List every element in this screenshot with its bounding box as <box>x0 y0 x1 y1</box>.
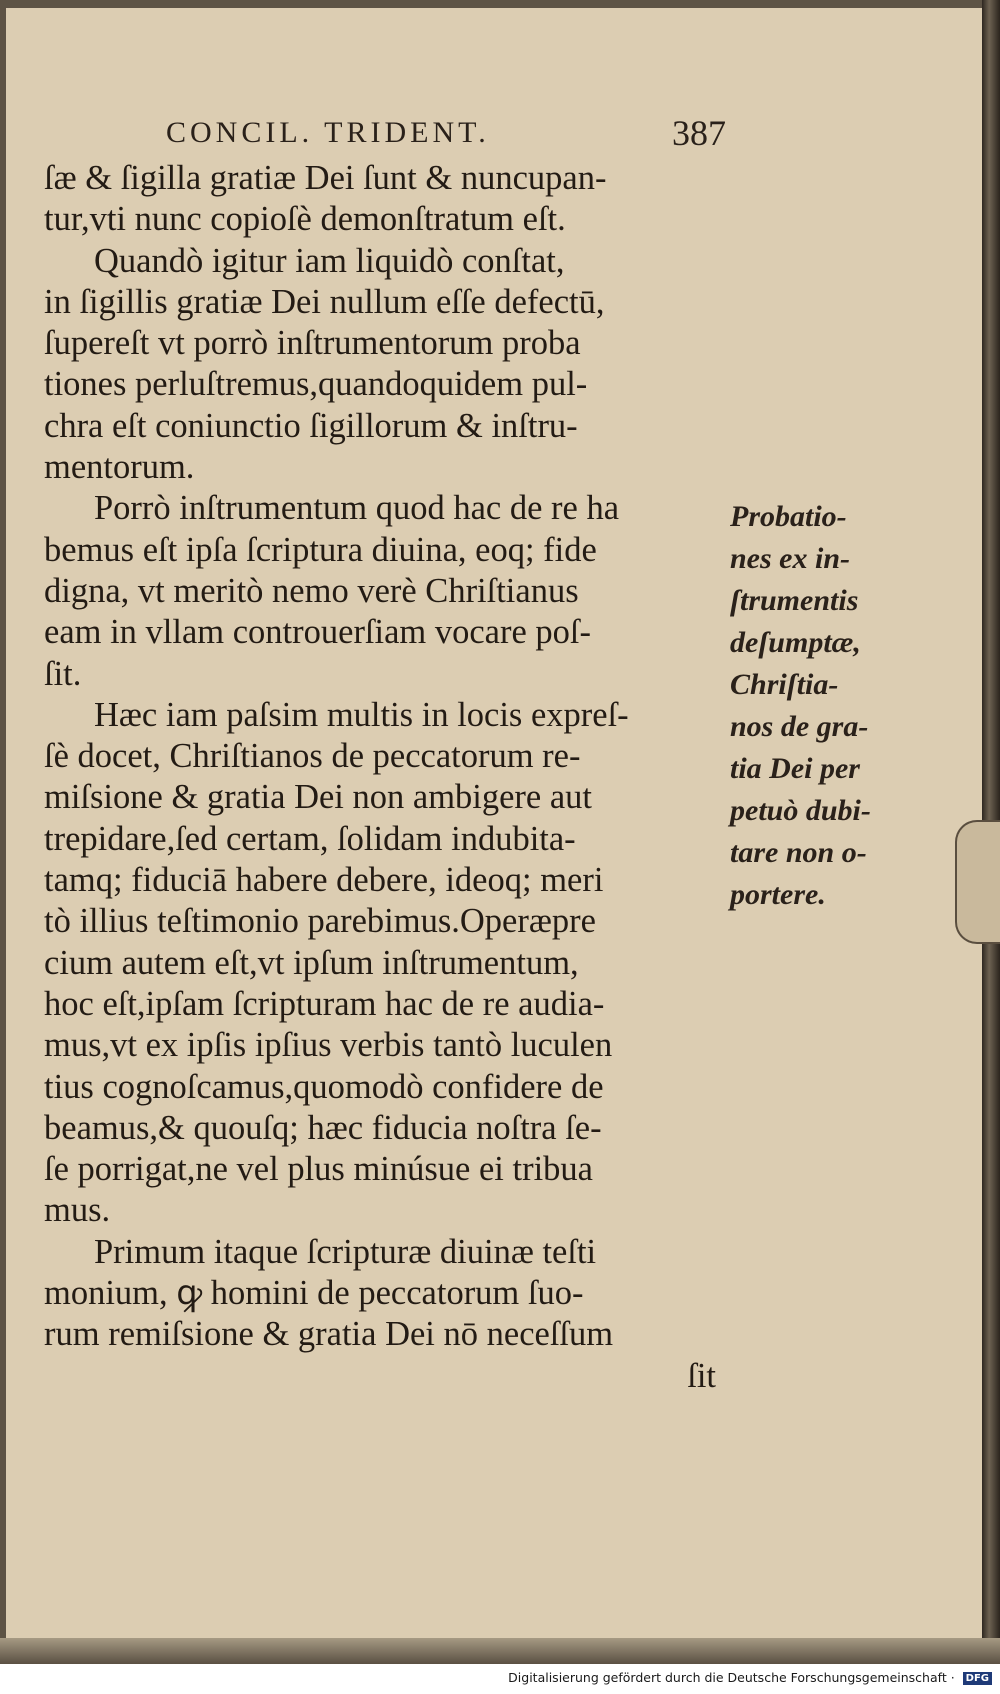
text-line: in ſigillis gratiæ Dei nullum eſſe defectū, <box>44 282 605 321</box>
text-line: monium, ꝙ homini de peccatorum ſuo- <box>44 1274 584 1313</box>
text-line: ſe porrigat,ne vel plus minúsue ei tribua <box>44 1150 593 1189</box>
marginal-line: deſumptæ, <box>730 626 861 659</box>
text-line: trepidare,ſed certam, ſolidam indubita- <box>44 819 576 858</box>
text-line: rum remiſsione & gratia Dei nō neceſſum <box>44 1315 614 1354</box>
dfg-logo: DFG <box>963 1672 992 1685</box>
text-line: Primum itaque ſcripturæ diuinæ teſti <box>94 1232 597 1271</box>
page-bottom-edge <box>0 1638 1000 1664</box>
text-line: Porrò inſtrumentum quod hac de re ha <box>94 489 620 528</box>
marginal-line: Probatio- <box>730 500 847 533</box>
credit-text: Digitalisierung gefördert durch die Deutsche Forschungsgemeinschaft · <box>508 1670 955 1685</box>
text-line: Quandò igitur iam liquidò conſtat, <box>94 241 565 280</box>
text-line: bemus eſt ipſa ſcriptura diuina, eoq; fide <box>44 530 597 569</box>
text-line: Hæc iam paſsim multis in locis expreſ- <box>94 695 629 734</box>
running-head: CONCIL. TRIDENT. <box>166 116 490 149</box>
text-line: cium autem eſt,vt ipſum inſtrumentum, <box>44 943 579 982</box>
marginal-line: tia Dei per <box>730 752 860 785</box>
text-line: beamus,& quouſq; hæc fiducia noſtra ſe- <box>44 1108 602 1147</box>
digitization-credit <box>508 1670 992 1690</box>
marginal-line: petuò dubi- <box>730 794 871 827</box>
text-line: tò illius teſtimonio parebimus.Operæpre <box>44 902 596 941</box>
marginal-line: ſtrumentis <box>730 584 859 617</box>
text-line: ſit. <box>44 654 82 693</box>
body-text <box>44 158 724 1397</box>
text-line: tius cognoſcamus,quomodò confidere de <box>44 1067 604 1106</box>
marginal-line: tare non o- <box>730 836 867 869</box>
marginal-line: portere. <box>730 878 826 911</box>
marginal-line: nes ex in- <box>730 542 850 575</box>
text-line: eam in vllam controuerſiam vocare poſ- <box>44 613 591 652</box>
text-line: tiones perluſtremus,quandoquidem pul- <box>44 365 588 404</box>
text-line: mus. <box>44 1191 111 1230</box>
text-line: tur,vti nunc copioſè demonſtratum eſt. <box>44 200 566 239</box>
book-page <box>6 8 987 1658</box>
marginal-line: nos de gra- <box>730 710 869 743</box>
text-line: mus,vt ex ipſis ipſius verbis tantò luculen <box>44 1026 613 1065</box>
marginal-line: Chriſtia- <box>730 668 839 701</box>
text-line: tamq; fiduciā habere debere, ideoq; meri <box>44 861 604 900</box>
text-line: miſsione & gratia Dei non ambigere aut <box>44 778 593 817</box>
page-header <box>166 112 726 152</box>
bookmark-tab <box>955 820 1000 944</box>
text-line: chra eſt coniunctio ſigillorum & inſtru- <box>44 406 578 445</box>
marginal-note <box>730 496 940 916</box>
text-line: ſæ & ſigilla gratiæ Dei ſunt & nuncupan- <box>44 159 607 197</box>
text-line: digna, vt meritò nemo verè Chriſtianus <box>44 571 579 610</box>
text-line: ſupereſt vt porrò inſtrumentorum proba <box>44 324 581 363</box>
text-line: ſè docet, Chriſtianos de peccatorum re- <box>44 737 581 776</box>
page-number: 387 <box>672 113 726 153</box>
catchword: ſit <box>687 1356 716 1395</box>
text-line: hoc eſt,ipſam ſcripturam hac de re audia- <box>44 984 605 1023</box>
text-line: mentorum. <box>44 448 195 487</box>
